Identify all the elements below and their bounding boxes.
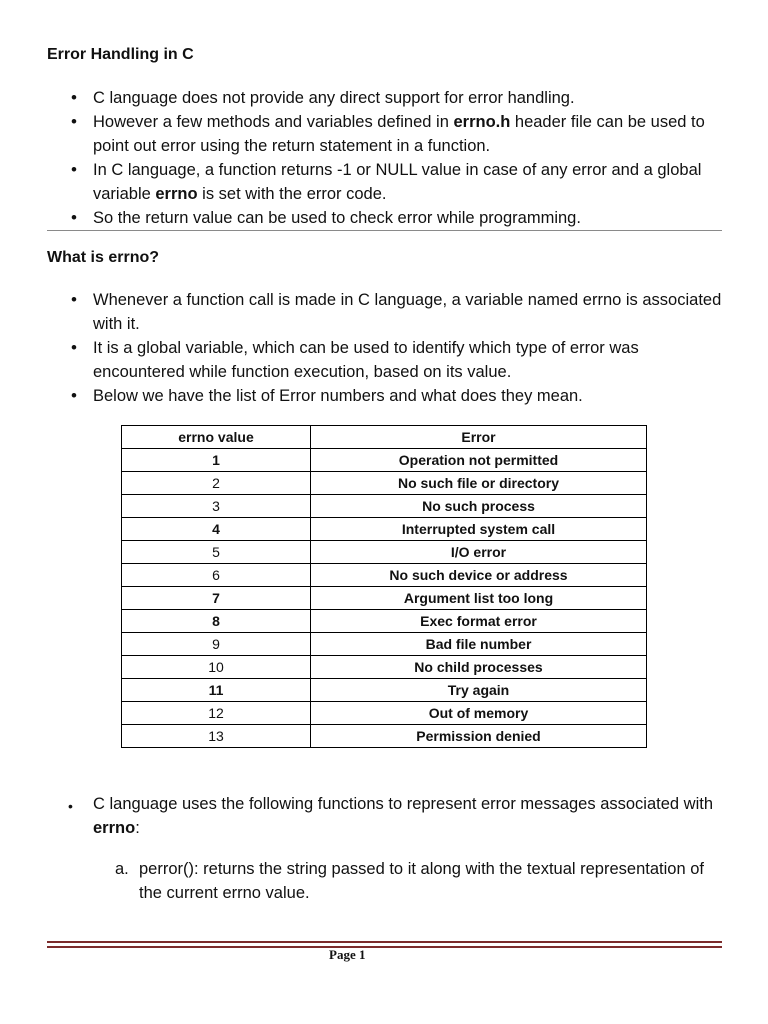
heading-error-handling: Error Handling in C — [47, 46, 194, 63]
error-description-cell: Bad file number — [311, 633, 647, 656]
error-description-cell: No such file or directory — [311, 472, 647, 495]
bullet-errno-3: • Below we have the list of Error numbers and what does they mean. — [93, 384, 733, 408]
errno-value-cell: 8 — [122, 610, 311, 633]
table-row — [122, 449, 647, 472]
errno-value-cell: 4 — [122, 518, 311, 541]
errno-value-cell: 9 — [122, 633, 311, 656]
bullet-list-errno — [93, 288, 733, 408]
bullet-errno-2: • It is a global variable, which can be used to identify which type of error was encountered while function execution, based on its value. — [93, 336, 733, 384]
error-description-cell: Exec format error — [311, 610, 647, 633]
errno-value-cell: 2 — [122, 472, 311, 495]
table-row — [122, 656, 647, 679]
error-description-cell: Out of memory — [311, 702, 647, 725]
sub-item-text: perror(): returns the string passed to it along with the textual representation of the current errno value. — [139, 860, 704, 902]
footer-rule — [47, 941, 722, 948]
errno-value-cell: 10 — [122, 656, 311, 679]
table-row — [122, 633, 647, 656]
error-description-cell: Argument list too long — [311, 587, 647, 610]
error-description-cell: No such process — [311, 495, 647, 518]
bullet-intro-2: • However a few methods and variables defined in errno.h header file can be used to point out error using the return statement in a function. — [93, 110, 733, 158]
table-row — [122, 472, 647, 495]
errno-value-cell: 11 — [122, 679, 311, 702]
table-row — [122, 518, 647, 541]
table-header-errno-value: errno value — [122, 426, 311, 449]
errno-value-cell: 3 — [122, 495, 311, 518]
errno-value-cell: 1 — [122, 449, 311, 472]
table-header-row — [122, 426, 647, 449]
bullet-intro-1: • C language does not provide any direct support for error handling. — [93, 86, 733, 110]
error-description-cell: Try again — [311, 679, 647, 702]
bullet-list-intro — [93, 86, 733, 230]
table-row — [122, 679, 647, 702]
errno-value-cell: 5 — [122, 541, 311, 564]
errno-value-cell: 6 — [122, 564, 311, 587]
table-row — [122, 564, 647, 587]
bullet-intro-3: • In C language, a function returns -1 or NULL value in case of any error and a global variable errno is set with the error code. — [93, 158, 733, 206]
error-description-cell: Permission denied — [311, 725, 647, 748]
table-row — [122, 725, 647, 748]
errno-value-cell: 7 — [122, 587, 311, 610]
section-divider — [47, 230, 722, 231]
table-row — [122, 541, 647, 564]
error-description-cell: Operation not permitted — [311, 449, 647, 472]
error-description-cell: No such device or address — [311, 564, 647, 587]
error-description-cell: I/O error — [311, 541, 647, 564]
paragraph-functions: C language uses the following functions to represent error messages associated with errno: — [93, 795, 714, 837]
table-row — [122, 702, 647, 725]
table-row — [122, 587, 647, 610]
page-number: Page 1 — [329, 947, 366, 962]
table-row — [122, 610, 647, 633]
table-row — [122, 495, 647, 518]
bullet-intro-4: • So the return value can be used to check error while programming. — [93, 206, 733, 230]
error-description-cell: Interrupted system call — [311, 518, 647, 541]
errno-value-cell: 13 — [122, 725, 311, 748]
sub-item-label: a. — [115, 860, 129, 878]
heading-what-is-errno: What is errno? — [47, 249, 160, 266]
table-header-error: Error — [311, 426, 647, 449]
bullet-dot: • — [68, 798, 73, 814]
table-body — [122, 449, 647, 748]
errno-table — [121, 425, 647, 748]
bullet-errno-1: • Whenever a function call is made in C language, a variable named errno is associated with it. — [93, 288, 733, 336]
errno-value-cell: 12 — [122, 702, 311, 725]
error-description-cell: No child processes — [311, 656, 647, 679]
